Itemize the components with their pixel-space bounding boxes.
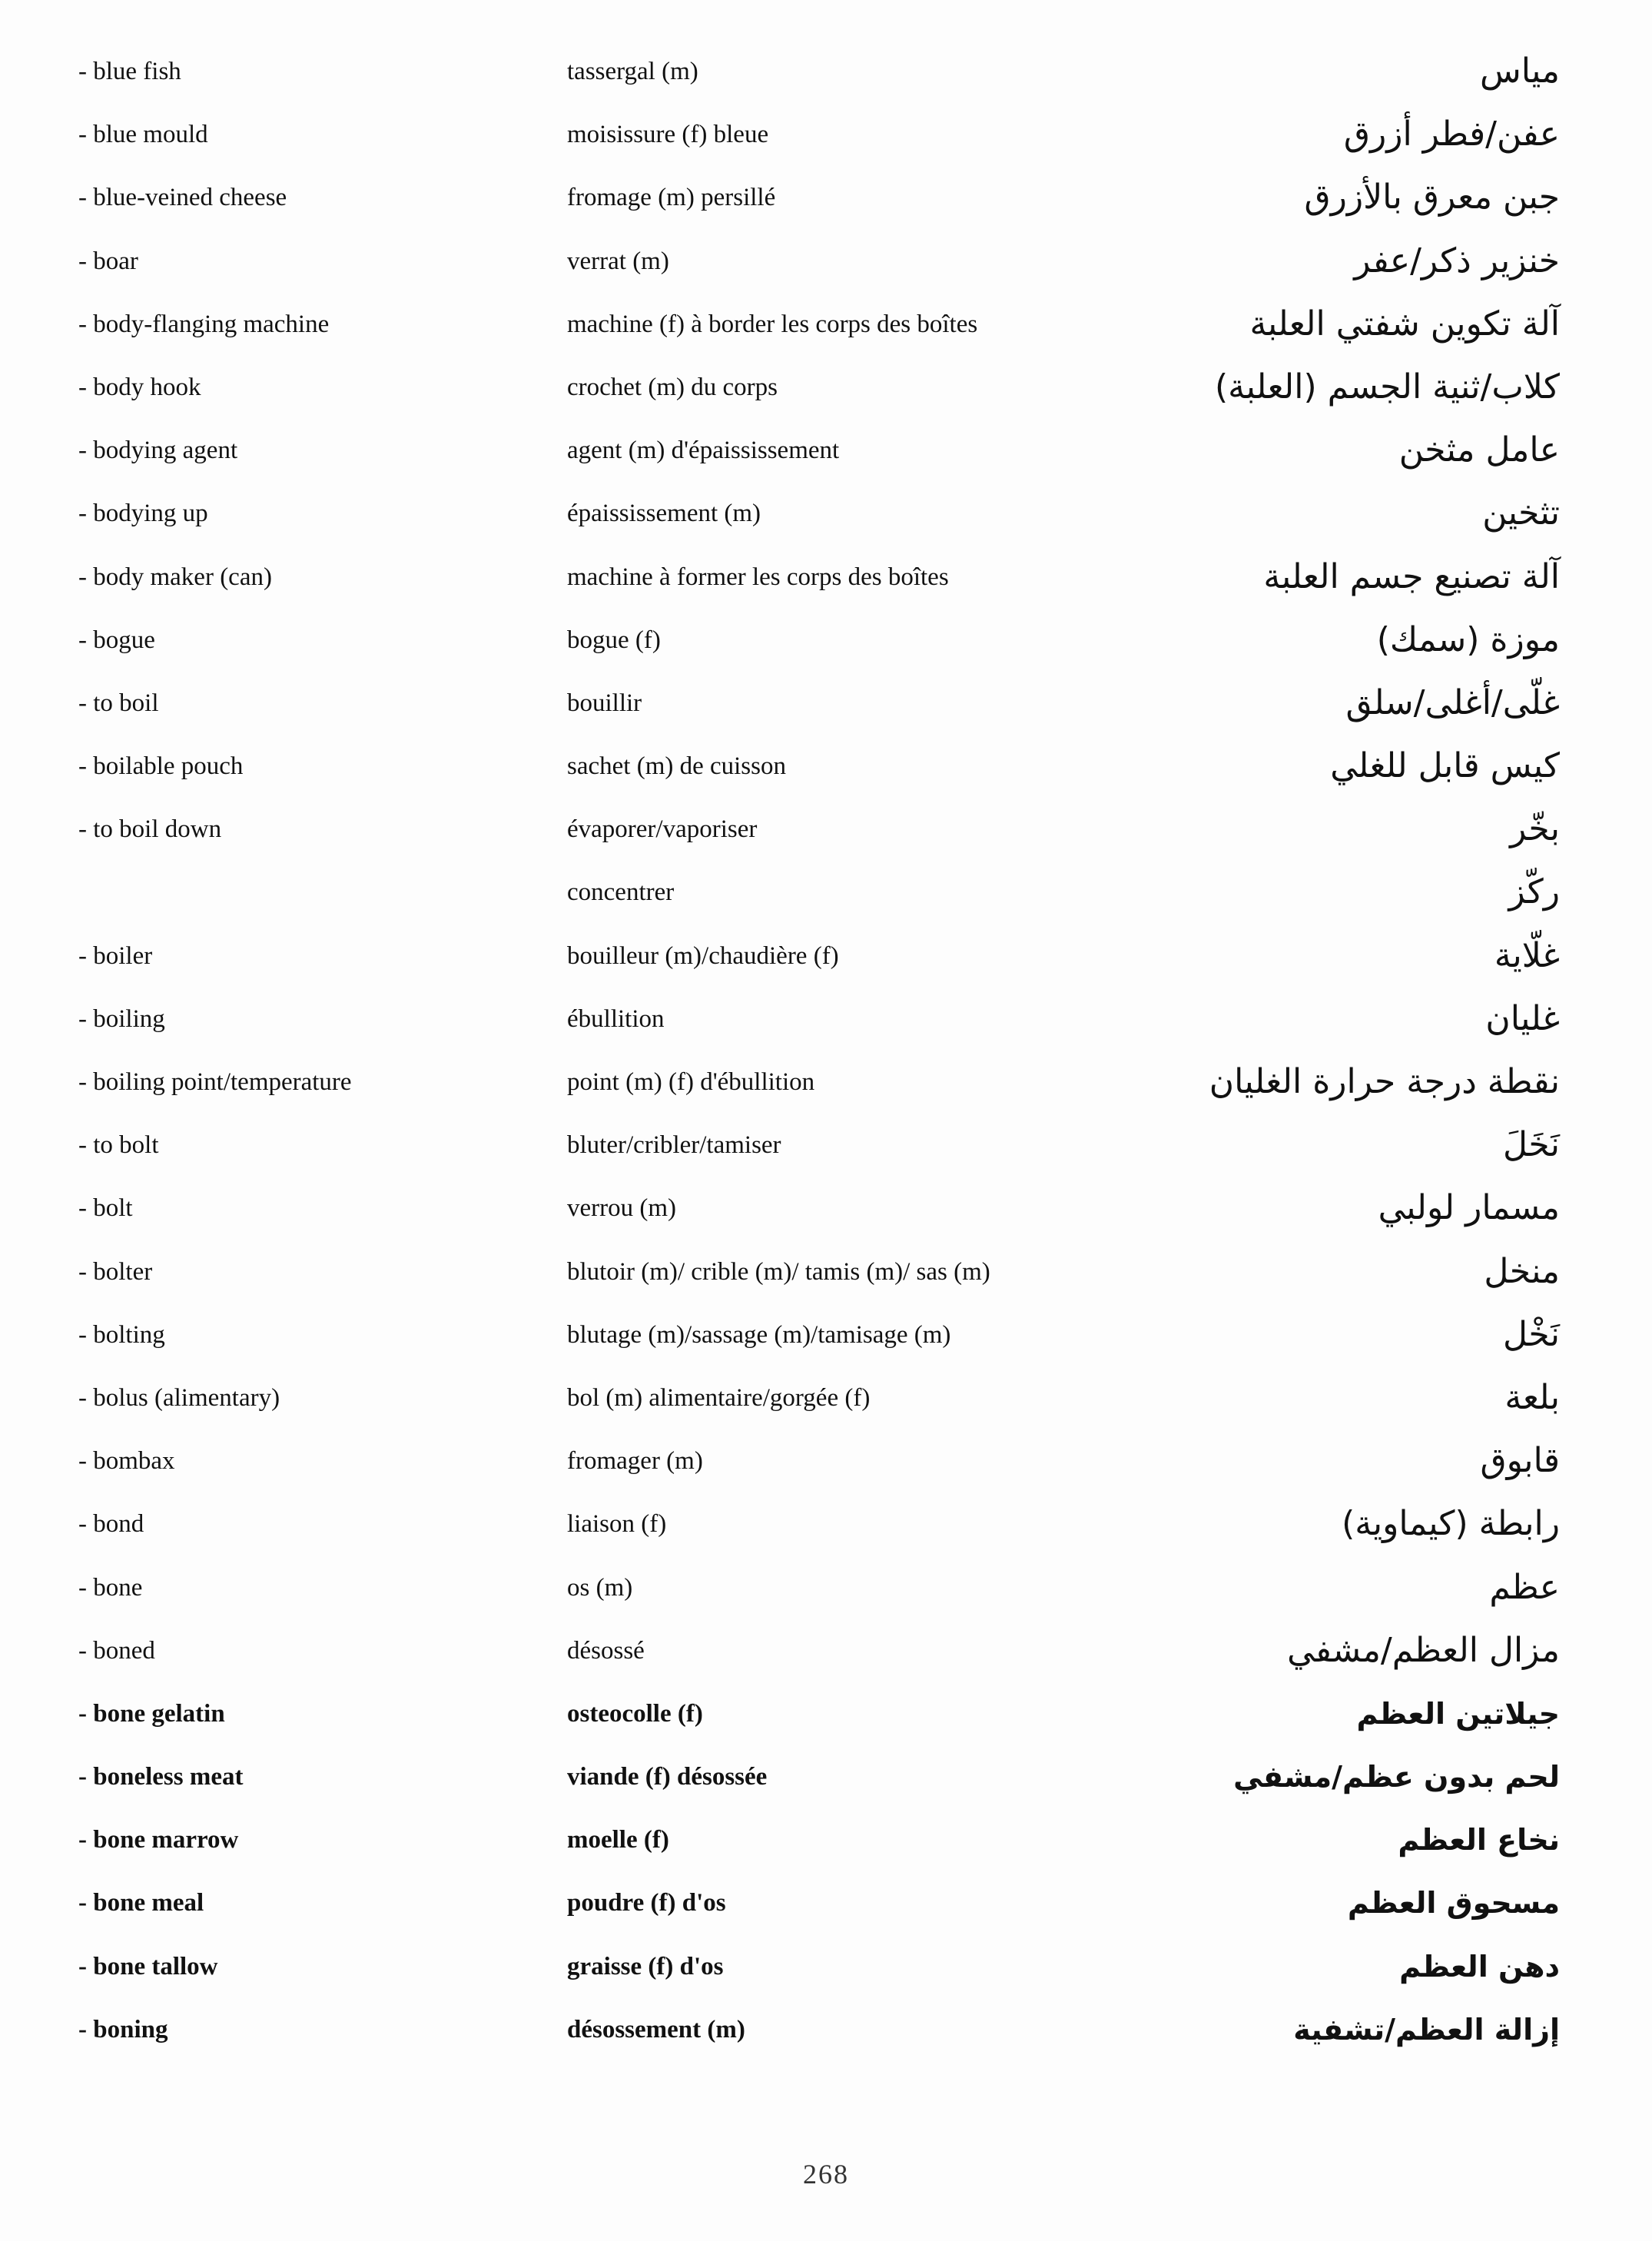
dictionary-entry — [0, 1051, 1652, 1114]
french-term: poudre (f) d'os — [567, 1889, 726, 1917]
english-term: - body-flanging machine — [78, 310, 330, 338]
english-term: - boilable pouch — [78, 752, 244, 781]
french-term: blutage (m)/sassage (m)/tamisage (m) — [567, 1320, 951, 1349]
french-term: désossement (m) — [567, 2015, 745, 2043]
dictionary-entry — [0, 1492, 1652, 1555]
arabic-term: جيلاتين العظم — [1356, 1696, 1560, 1731]
dictionary-entry — [0, 1240, 1652, 1303]
arabic-term: بلعة — [1504, 1377, 1560, 1417]
french-term: machine (f) à border les corps des boîtes — [567, 310, 978, 338]
arabic-term: رابطة (كيماوية) — [1342, 1504, 1560, 1544]
arabic-term: قابوق — [1480, 1441, 1560, 1481]
arabic-term: نَخَلَ — [1503, 1125, 1560, 1165]
english-term: - bolter — [78, 1257, 153, 1286]
english-term: - to boil — [78, 689, 159, 717]
english-term: - bone meal — [78, 1889, 204, 1917]
arabic-term: مسمار لولبي — [1378, 1188, 1560, 1228]
entry-list — [0, 40, 1652, 2061]
english-term: - blue-veined cheese — [78, 184, 287, 212]
dictionary-entry — [0, 546, 1652, 609]
english-term: - boiling point/temperature — [78, 1068, 352, 1096]
english-term: - bombax — [78, 1447, 175, 1476]
english-term: - body hook — [78, 373, 201, 401]
dictionary-entry — [0, 609, 1652, 672]
french-term: blutoir (m)/ crible (m)/ tamis (m)/ sas (m) — [567, 1257, 990, 1286]
english-term: - bone — [78, 1573, 143, 1602]
dictionary-entry — [0, 1998, 1652, 2061]
english-term: - body maker (can) — [78, 563, 272, 591]
french-term: fromage (m) persillé — [567, 184, 776, 212]
english-term: - boiler — [78, 941, 153, 970]
arabic-term: مياس — [1480, 51, 1560, 91]
page-number: 268 — [803, 2159, 849, 2190]
arabic-term: مزال العظم/مشفي — [1287, 1630, 1560, 1670]
arabic-term: عامل مثخن — [1398, 430, 1560, 470]
arabic-term: لحم بدون عظم/مشفي — [1233, 1760, 1560, 1794]
english-term: - bodying agent — [78, 437, 238, 465]
french-term: viande (f) désossée — [567, 1763, 768, 1791]
dictionary-entry — [0, 925, 1652, 988]
english-term: - boar — [78, 247, 138, 275]
dictionary-entry — [0, 1871, 1652, 1934]
dictionary-entry — [0, 1303, 1652, 1366]
arabic-term: جبن معرق بالأزرق — [1304, 178, 1560, 217]
french-term: liaison (f) — [567, 1510, 667, 1539]
arabic-term: نخاع العظم — [1398, 1823, 1560, 1858]
french-term: graisse (f) d'os — [567, 1952, 724, 1980]
arabic-term: كيس قابل للغلي — [1330, 746, 1560, 786]
english-term: - bolting — [78, 1320, 165, 1349]
french-term: fromager (m) — [567, 1447, 703, 1476]
arabic-term: خنزير ذكر/عفر — [1354, 241, 1560, 281]
english-term: - blue fish — [78, 58, 181, 85]
dictionary-entry — [0, 482, 1652, 545]
dictionary-entry — [0, 1114, 1652, 1177]
arabic-term: مسحوق العظم — [1347, 1886, 1560, 1921]
dictionary-entry — [0, 1745, 1652, 1808]
dictionary-entry — [0, 1177, 1652, 1240]
french-term: épaississement (m) — [567, 500, 761, 528]
dictionary-entry — [0, 40, 1652, 103]
dictionary-entry — [0, 798, 1652, 861]
french-term: évaporer/vaporiser — [567, 815, 758, 844]
french-term: verrou (m) — [567, 1194, 677, 1223]
arabic-term: تثخين — [1482, 493, 1560, 533]
english-term: - bone marrow — [78, 1826, 239, 1854]
french-term: bluter/cribler/tamiser — [567, 1131, 781, 1160]
english-term: - bodying up — [78, 500, 208, 528]
english-term: - bond — [78, 1510, 144, 1539]
french-term: tassergal (m) — [567, 58, 698, 85]
dictionary-entry — [0, 735, 1652, 798]
english-term: - boneless meat — [78, 1763, 244, 1791]
french-term: désossé — [567, 1636, 645, 1665]
english-term: - bolt — [78, 1194, 133, 1223]
dictionary-entry — [0, 166, 1652, 229]
arabic-term: عفن/فطر أزرق — [1343, 115, 1560, 154]
french-term: machine à former les corps des boîtes — [567, 563, 949, 591]
english-term: - bolus (alimentary) — [78, 1383, 280, 1412]
french-term: os (m) — [567, 1573, 633, 1602]
dictionary-entry — [0, 1429, 1652, 1492]
english-term: - boiling — [78, 1004, 165, 1033]
english-term: - bone tallow — [78, 1952, 218, 1980]
english-term: - boned — [78, 1636, 155, 1665]
arabic-term: غلّاية — [1494, 935, 1560, 975]
arabic-term: عظم — [1489, 1567, 1560, 1607]
french-term: bol (m) alimentaire/gorgée (f) — [567, 1383, 871, 1412]
arabic-term: بخّر — [1510, 809, 1560, 849]
arabic-term: ركّز — [1508, 872, 1560, 912]
dictionary-entry — [0, 356, 1652, 419]
arabic-term: كلاب/ثنية الجسم (العلبة) — [1214, 367, 1560, 407]
arabic-term: غلّى/أغلى/سلق — [1345, 682, 1560, 722]
dictionary-entry — [0, 672, 1652, 735]
arabic-term: نقطة درجة حرارة الغليان — [1209, 1062, 1560, 1101]
french-term: moisissure (f) bleue — [567, 121, 769, 149]
dictionary-entry — [0, 1556, 1652, 1619]
dictionary-entry — [0, 419, 1652, 482]
english-term: - to boil down — [78, 815, 222, 844]
arabic-term: إزالة العظم/تشفية — [1293, 2012, 1560, 2047]
french-term: verrat (m) — [567, 247, 669, 275]
french-term: bouilleur (m)/chaudière (f) — [567, 941, 839, 970]
french-term: point (m) (f) d'ébullition — [567, 1068, 815, 1096]
arabic-term: نَخْل — [1503, 1314, 1560, 1354]
english-term: - boning — [78, 2015, 168, 2043]
english-term: - bogue — [78, 626, 155, 654]
arabic-term: آلة تكوين شفتي العلبة — [1249, 304, 1560, 344]
french-term: agent (m) d'épaississement — [567, 437, 840, 465]
dictionary-entry — [0, 1366, 1652, 1429]
english-term: - bone gelatin — [78, 1699, 225, 1728]
french-term: moelle (f) — [567, 1826, 669, 1854]
french-term: concentrer — [567, 878, 675, 907]
arabic-term: دهن العظم — [1399, 1949, 1560, 1984]
english-term: - blue mould — [78, 121, 208, 149]
arabic-term: موزة (سمك) — [1376, 619, 1560, 659]
dictionary-entry — [0, 988, 1652, 1051]
dictionary-entry — [0, 1935, 1652, 1998]
arabic-term: منخل — [1484, 1251, 1560, 1291]
dictionary-entry — [0, 293, 1652, 356]
french-term: bogue (f) — [567, 626, 661, 654]
dictionary-entry — [0, 1682, 1652, 1745]
arabic-term: آلة تصنيع جسم العلبة — [1263, 556, 1560, 596]
french-term: osteocolle (f) — [567, 1699, 703, 1728]
dictionary-entry — [0, 1619, 1652, 1682]
french-term: crochet (m) du corps — [567, 373, 778, 401]
english-term: - to bolt — [78, 1131, 159, 1160]
dictionary-entry — [0, 1808, 1652, 1871]
dictionary-entry — [0, 230, 1652, 293]
dictionary-entry — [0, 861, 1652, 924]
french-term: bouillir — [567, 689, 642, 717]
dictionary-entry — [0, 103, 1652, 166]
french-term: sachet (m) de cuisson — [567, 752, 786, 781]
french-term: ébullition — [567, 1004, 665, 1033]
arabic-term: غليان — [1485, 998, 1560, 1038]
